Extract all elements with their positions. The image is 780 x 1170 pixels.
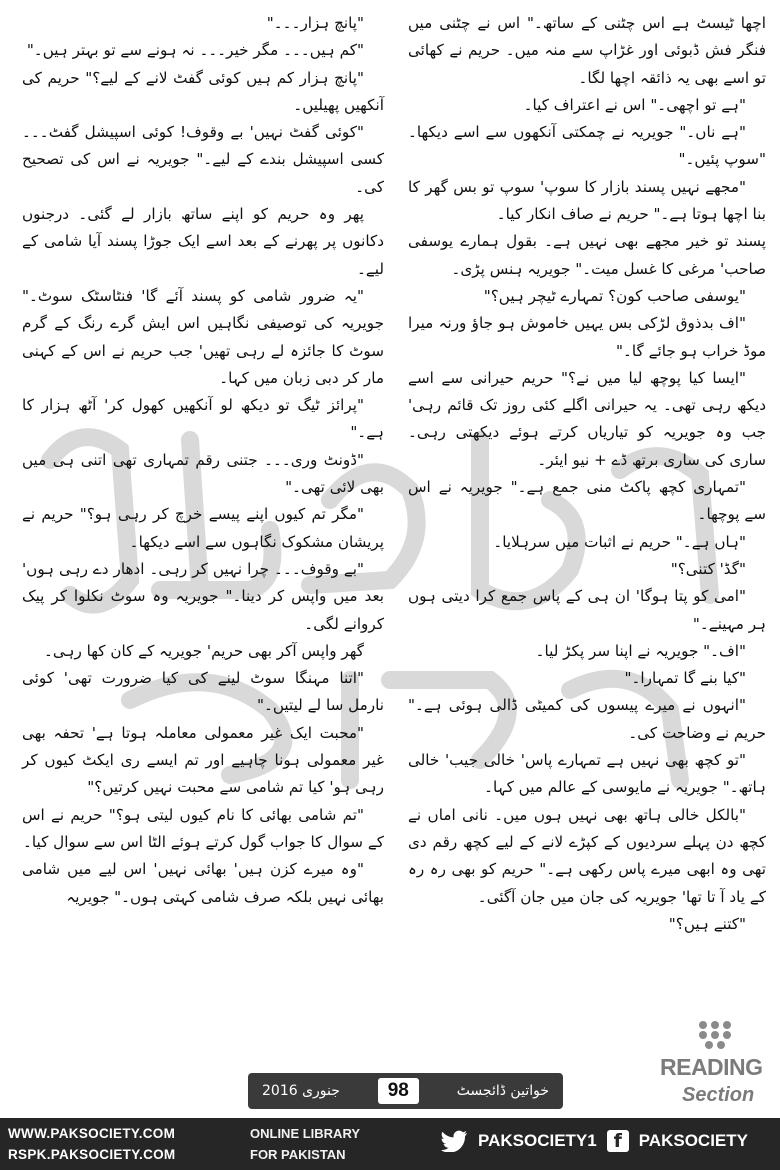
paragraph: اچھا ٹیسٹ ہے اس چٹنی کے ساتھ۔" اس نے چٹنی میں فنگر فش ڈبوئی اور غڑاپ سے منہ میں۔ حریم نے کھائی تو اسے بھی یہ ذائقہ اچھا لگا۔ [408,14,766,87]
facebook-icon: f [607,1130,629,1152]
paragraph: "ہے تو اچھی۔" اس نے اعتراف کیا۔ [523,95,746,114]
dots-icon [698,1020,732,1050]
left-column [22,10,384,911]
social-links [440,1130,748,1152]
reading-word: READING [660,1054,763,1080]
website-link[interactable]: RSPK.PAKSOCIETY.COM [8,1147,176,1162]
paragraph: "بالکل خالی ہاتھ بھی نہیں ہوں میں۔ نانی اماں نے کچھ دن پہلے سردیوں کے کپڑے لانے کے لیے کچھ رقم دی تھی وہ ابھی میرے پاس رکھی ہے۔" حریم کو بھی رہ رہ کے یاد آ تا تھا' جویریہ کی جان میں جان آگئی۔ [408,805,766,906]
paragraph: "اف بدذوق لڑکی بس یہیں خاموش ہو جاؤ ورنہ میرا موڈ خراب ہو جائے گا۔" [408,314,766,360]
paragraph: "امی کو پتا ہوگا' ان ہی کے پاس جمع کرا دیتی ہوں ہر مہینے۔" [408,587,766,633]
paragraph: "مجھے نہیں پسند بازار کا سوپ' سوپ تو بس گھر کا بنا اچھا ہوتا ہے۔" حریم نے صاف انکار کیا۔ [408,177,766,224]
paragraph: "مگر تم کیوں اپنے پیسے خرچ کر رہی ہو؟" حریم نے پریشان مشکوک نگاہوں سے اسے دیکھا۔ [22,505,384,551]
paragraph: "پرائز ٹیگ تو دیکھ لو آنکھیں کھول کر' آٹھ ہزار کا ہے۔" [22,396,384,442]
facebook-handle[interactable]: PAKSOCIETY [638,1131,748,1150]
page-number: 98 [378,1078,419,1104]
footer-bar [0,1118,780,1170]
section-word: Section [682,1084,755,1106]
paragraph: "تم شامی بھائی کا نام کیوں لیتی ہو؟" حریم نے اس کے سوال کا جواب گول کرتے ہوئے الٹا اس سے سوال کیا۔ [22,805,384,851]
paragraph: "اف۔" جویریہ نے اپنا سر پکڑ لیا۔ [535,641,746,660]
paragraph: "پانچ ہزار۔۔۔" [266,14,364,32]
paragraph: پھر وہ حریم کو اپنے ساتھ بازار لے گئی۔ درجنوں دکانوں پر پھرنے کے بعد اسے ایک جوڑا پسند آیا شامی کے لیے۔ [22,205,384,278]
website-link[interactable]: WWW.PAKSOCIETY.COM [8,1126,176,1141]
paragraph: "کم ہیں۔۔۔ مگر خیر۔۔۔ نہ ہونے سے تو بہتر ہیں۔" [26,41,364,60]
paragraph: "گڈ' کتنی؟" [670,559,746,578]
page-number-banner [248,1073,563,1109]
paragraph: "کتنے ہیں؟" [668,914,746,933]
twitter-bird-icon [440,1130,468,1152]
paragraph: "ڈونٹ وری۔۔۔ جتنی رقم تمہاری تھی اتنی ہی میں بھی لائی تھی۔" [22,450,384,497]
paragraph: "یہ ضرور شامی کو پسند آئے گا' فنٹاسٹک سوٹ۔" جویریہ کی توصیفی نگاہیں اس ایش گرے رنگ کے گرم سوٹ کا جائزہ لے رہی تھیں' جب حریم نے اس کے کہنی مار کر دبی زبان میں کہا۔ [22,286,384,387]
website-links [8,1123,175,1165]
magazine-name: خواتین ڈائجسٹ [456,1083,549,1099]
paragraph: "وہ میرے کزن ہیں' بھائی نہیں' اس لیے میں شامی بھائی نہیں بلکہ صرف شامی کہتی ہوں۔" جویریہ [22,860,384,906]
paragraph: "یوسفی صاحب کون؟ تمہارے ٹیچر ہیں؟" [483,286,746,305]
month-year: جنوری 2016 [262,1083,340,1099]
paragraph: "ایسا کیا پوچھ لیا میں نے؟" حریم حیرانی سے اسے دیکھ رہی تھی۔ یہ حیرانی اگلے کئی روز تک قائم رہی' جب وہ جویریہ کو تیاریاں کرتے ہوئے دیکھتی رہی۔ ساری کی ساری برتھ ڈے + نیو ایئر۔ [408,368,766,469]
paragraph: "کیا بنے گا تمہارا۔" [624,669,746,688]
paragraph: "انہوں نے میرے پیسوں کی کمیٹی ڈالی ہوئی ہے۔" حریم نے وضاحت کی۔ [408,696,766,742]
paragraph: "بے وقوف۔۔۔ چرا نہیں کر رہی۔ ادھار دے رہی ہوں' بعد میں واپس کر دینا۔" جویریہ وہ سوٹ نکلوا کر پیک کروانے لگی۔ [22,559,384,633]
reading-section-logo [660,1020,770,1120]
library-tagline [250,1123,360,1165]
paragraph: پسند تو خیر مجھے بھی نہیں ہے۔ بقول ہمارے یوسفی صاحب' مرغی کا غسل میت۔" جویریہ ہنس پڑی۔ [408,232,766,278]
right-column [408,10,766,938]
paragraph: "تو کچھ بھی نہیں ہے تمہارے پاس' خالی جیب' خالی ہاتھ۔" جویریہ نے مایوسی کے عالم میں کہا۔ [408,751,766,797]
library-line: ONLINE LIBRARY [250,1126,361,1141]
paragraph: "تمہاری کچھ پاکٹ منی جمع ہے۔" جویریہ نے اس سے پوچھا۔ [408,478,766,524]
paragraph: "کوئی گفٹ نہیں' بے وقوف! کوئی اسپیشل گفٹ۔۔۔ کسی اسپیشل بندے کے لیے۔" جویریہ نے اس کی تصحیح کی۔ [22,123,384,196]
library-line: FOR PAKISTAN [250,1147,346,1162]
paragraph: "محبت ایک غیر معمولی معاملہ ہوتا ہے' تحفہ بھی غیر معمولی ہونا چاہیے اور تم ایسے ری ایکٹ کیوں کر رہی ہو' کیا تم شامی سے محبت نہیں کرتیں؟" [22,723,384,797]
paragraph: "پانچ ہزار کم ہیں کوئی گفٹ لانے کے لیے؟" حریم کی آنکھیں پھیلیں۔ [22,68,384,114]
paragraph: "ہے ناں۔" جویریہ نے چمکتی آنکھوں سے اسے دیکھا۔ "سوپ پئیں۔" [408,123,766,169]
paragraph: "ہاں ہے۔" حریم نے اثبات میں سرہلایا۔ [493,532,746,551]
twitter-handle[interactable]: PAKSOCIETY1 [478,1131,597,1150]
paragraph: گھر واپس آکر بھی حریم' جویریہ کے کان کھا رہی۔ [44,641,364,660]
paragraph: "اتنا مہنگا سوٹ لینے کی کیا ضرورت تھی' کوئی نارمل سا لے لیتیں۔" [22,669,384,715]
